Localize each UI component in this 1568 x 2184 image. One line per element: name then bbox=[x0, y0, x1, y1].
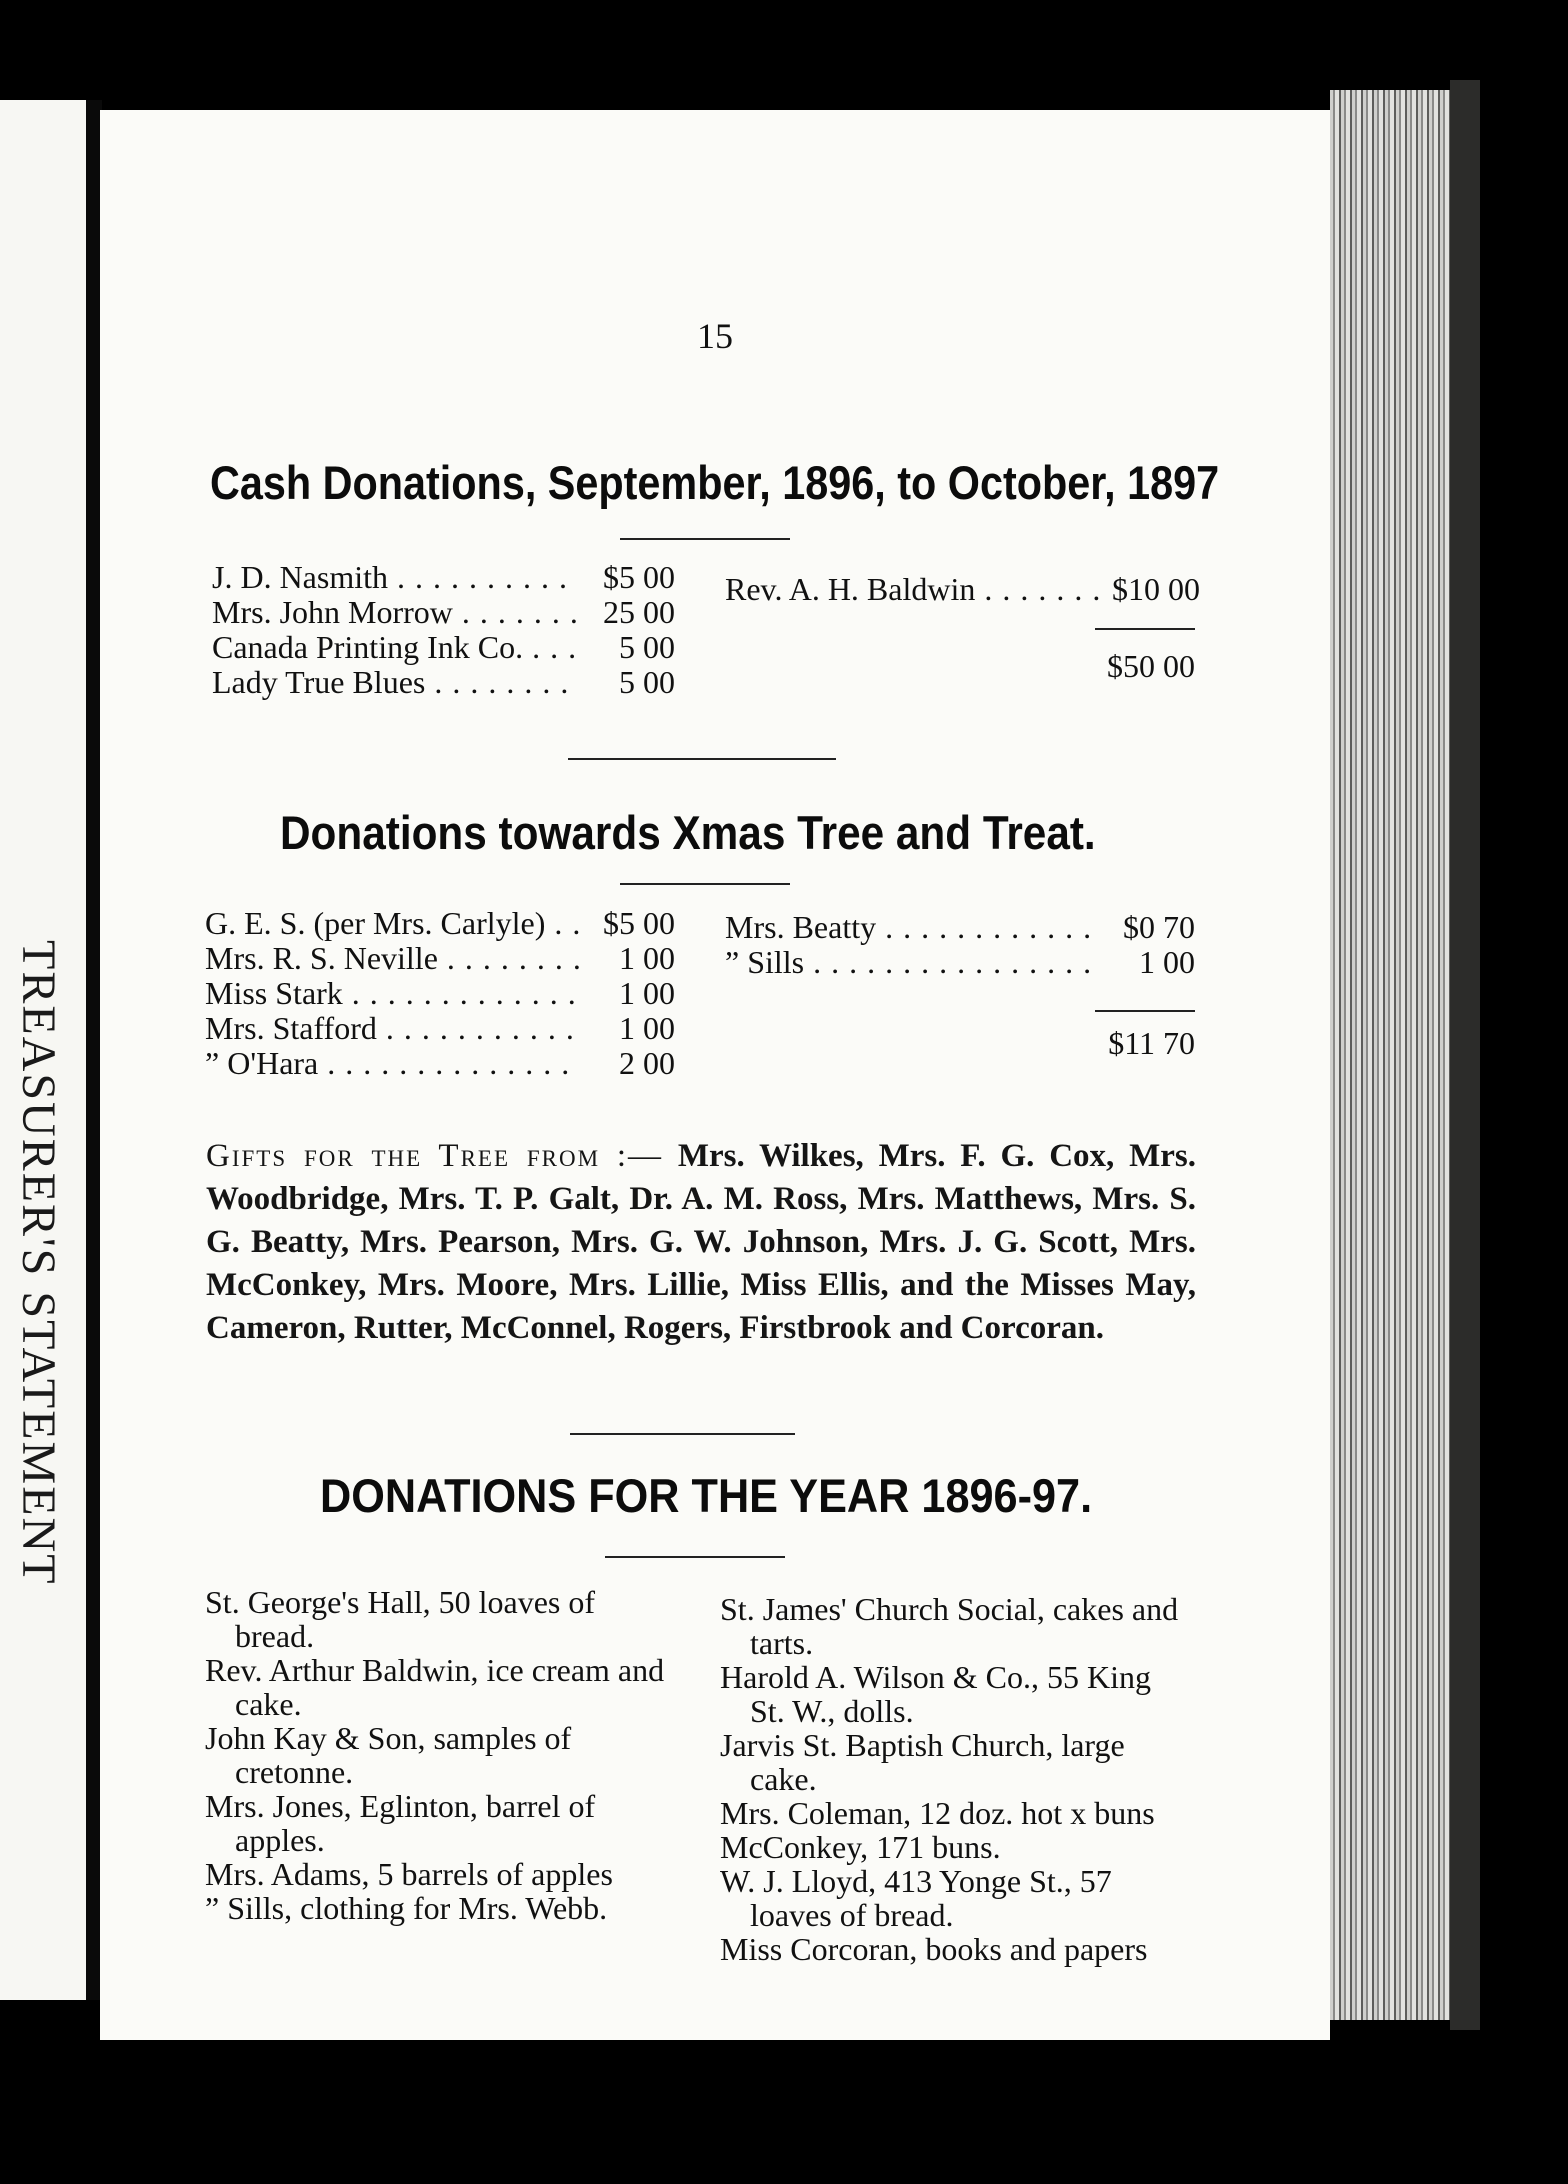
cash-donations-right-list bbox=[725, 572, 1200, 607]
cash-donations-left-list bbox=[212, 560, 675, 700]
list-item: St. George's Hall, 50 loaves of bread. bbox=[205, 1584, 595, 1654]
page-number: 15 bbox=[697, 316, 733, 356]
ledger-row: J. D. Nasmith . . . $5 00 bbox=[212, 560, 675, 595]
year-donations-right-column bbox=[720, 1592, 1190, 1966]
ledger-row: Mrs. Beatty . . . $0 70 bbox=[725, 910, 1195, 945]
cash-donations-total: $50 00 bbox=[1107, 648, 1195, 684]
ledger-row: Miss Stark . . . 1 00 bbox=[205, 976, 675, 1011]
list-item: W. J. Lloyd, 413 Yonge St., 57 loaves of bread. bbox=[720, 1863, 1112, 1933]
list-item: McConkey, 171 buns. bbox=[720, 1829, 1001, 1865]
section-rule bbox=[620, 883, 790, 885]
ledger-row: Mrs. Stafford . . . 1 00 bbox=[205, 1011, 675, 1046]
ledger-row: G. E. S. (per Mrs. Carlyle) . . . $5 00 bbox=[205, 906, 675, 941]
list-item: ” Sills, clothing for Mrs. Webb. bbox=[205, 1890, 608, 1926]
ledger-row: Mrs. R. S. Neville . . . 1 00 bbox=[205, 941, 675, 976]
gifts-paragraph bbox=[206, 1135, 1196, 1350]
ledger-row: ” Sills . . . 1 00 bbox=[725, 945, 1195, 980]
list-item: Jarvis St. Baptish Church, large cake. bbox=[720, 1727, 1125, 1797]
list-item: Mrs. Coleman, 12 doz. hot x buns bbox=[720, 1795, 1155, 1831]
list-item: Rev. Arthur Baldwin, ice cream and cake. bbox=[205, 1652, 665, 1722]
section-divider bbox=[570, 1433, 795, 1435]
page-stack-edge bbox=[1330, 90, 1450, 2020]
spine-running-title: TREASURER'S STATEMENT bbox=[12, 940, 65, 1586]
xmas-donations-left-list bbox=[205, 906, 675, 1081]
year-donations-heading: DONATIONS FOR THE YEAR 1896-97. bbox=[320, 1469, 1093, 1522]
book-cover-edge bbox=[1450, 80, 1480, 2030]
list-item: John Kay & Son, samples of cretonne. bbox=[205, 1720, 572, 1790]
ledger-row: Rev. A. H. Baldwin . . . $10 00 bbox=[725, 572, 1200, 607]
gifts-lead: Gifts for the Tree from :— bbox=[206, 1138, 664, 1174]
year-donations-left-column bbox=[205, 1585, 675, 1925]
list-item: Mrs. Jones, Eglinton, barrel of apples. bbox=[205, 1788, 596, 1858]
list-item: Miss Corcoran, books and papers bbox=[720, 1931, 1148, 1967]
list-item: Harold A. Wilson & Co., 55 King St. W., dolls. bbox=[720, 1659, 1152, 1729]
list-item: Mrs. Adams, 5 barrels of apples bbox=[205, 1856, 613, 1892]
section-divider bbox=[568, 758, 836, 760]
xmas-donations-heading: Donations towards Xmas Tree and Treat. bbox=[280, 806, 1096, 859]
book-page bbox=[100, 110, 1330, 2040]
sum-rule bbox=[1095, 1010, 1195, 1012]
xmas-donations-right-list bbox=[725, 910, 1195, 980]
cash-donations-heading: Cash Donations, September, 1896, to October, 1897 bbox=[210, 456, 1220, 509]
ledger-row: Mrs. John Morrow . . . 25 00 bbox=[212, 595, 675, 630]
xmas-donations-total: $11 70 bbox=[1108, 1025, 1195, 1061]
facing-page bbox=[0, 100, 86, 2000]
gifts-text: Mrs. Wilkes, Mrs. F. G. Cox, Mrs. Woodbridge, Mrs. T. P. Galt, Dr. A. M. Ross, Mrs. Matthews, Mrs. S. G. Beatty, Mrs. Pearson, Mrs. G. W. Johnson, Mrs. J. G. Scott, Mrs. McConkey, Mrs. Moore, Mrs. Lillie, Miss Ellis, and the Misses May, Cameron, Rutter, McConnel, Rogers, Firstbrook and Corcoran. bbox=[206, 1138, 1197, 1346]
section-rule bbox=[605, 1556, 785, 1558]
ledger-row: Lady True Blues . . . 5 00 bbox=[212, 665, 675, 700]
ledger-row: Canada Printing Ink Co. . . . 5 00 bbox=[212, 630, 675, 665]
ledger-row: ” O'Hara . . . 2 00 bbox=[205, 1046, 675, 1081]
list-item: St. James' Church Social, cakes and tarts. bbox=[720, 1591, 1179, 1661]
sum-rule bbox=[1095, 628, 1195, 630]
section-rule bbox=[620, 538, 790, 540]
